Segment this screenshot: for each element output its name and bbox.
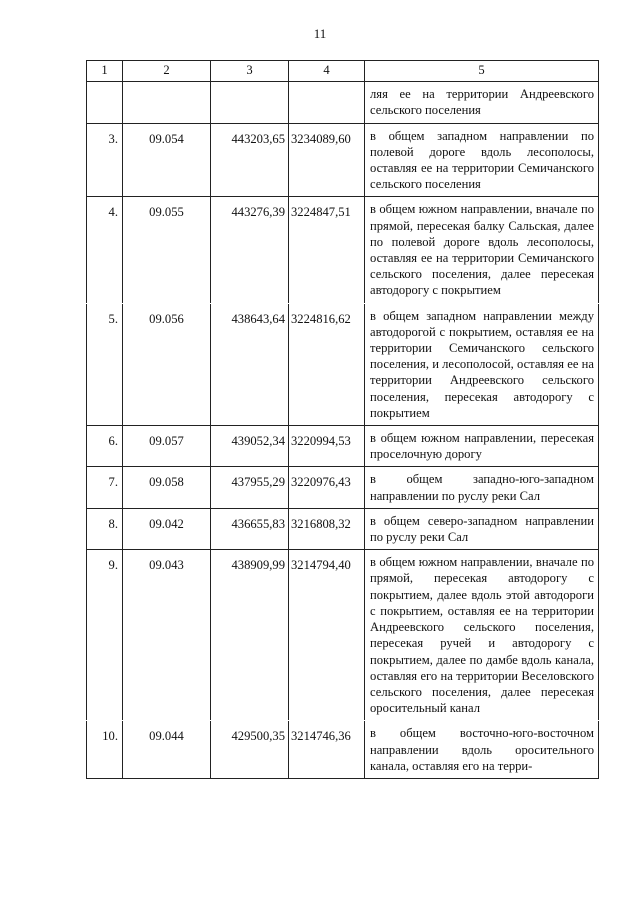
coord-y: 3224847,51 — [289, 197, 365, 303]
point-code: 09.043 — [123, 550, 211, 721]
continuation-text: ляя ее на территории Андреевского сельского поселения — [365, 82, 599, 123]
point-code: 09.056 — [123, 303, 211, 425]
coord-x: 443203,65 — [211, 123, 289, 197]
direction-description: в общем южном направлении, пересекая проселочную дорогу — [365, 426, 599, 467]
table-row — [87, 426, 599, 467]
column-header: 4 — [289, 61, 365, 82]
row-number: 3. — [87, 123, 123, 197]
coord-y: 3220994,53 — [289, 426, 365, 467]
row-number: 6. — [87, 426, 123, 467]
direction-description: в общем западно-юго-западном направлении по руслу реки Сал — [365, 467, 599, 508]
table-row — [87, 123, 599, 197]
boundary-table — [86, 60, 599, 779]
coord-x: 438643,64 — [211, 303, 289, 425]
coord-x: 436655,83 — [211, 508, 289, 549]
coord-y: 3214794,40 — [289, 550, 365, 721]
row-number: 7. — [87, 467, 123, 508]
coord-y: 3224816,62 — [289, 303, 365, 425]
coord-x: 439052,34 — [211, 426, 289, 467]
coord-x: 429500,35 — [211, 721, 289, 779]
coord-y: 3216808,32 — [289, 508, 365, 549]
coord-y: 3220976,43 — [289, 467, 365, 508]
point-code: 09.044 — [123, 721, 211, 779]
coord-x: 437955,29 — [211, 467, 289, 508]
direction-description: в общем южном направлении, вначале по прямой, пересекая балку Сальская, далее по полевой дороге вдоль лесополосы, оставляя ее на территории Семичанского сельского поселения, далее пересекая автодорогу с покрытием — [365, 197, 599, 303]
table-row — [87, 467, 599, 508]
page-number: 11 — [313, 26, 327, 41]
column-header: 5 — [365, 61, 599, 82]
coord-y: 3234089,60 — [289, 123, 365, 197]
continuation-row — [87, 82, 599, 123]
point-code: 09.055 — [123, 197, 211, 303]
point-code: 09.057 — [123, 426, 211, 467]
coord-x: 438909,99 — [211, 550, 289, 721]
row-number: 10. — [87, 721, 123, 779]
point-code: 09.058 — [123, 467, 211, 508]
coord-x: 443276,39 — [211, 197, 289, 303]
table-row — [87, 550, 599, 721]
direction-description: в общем восточно-юго-восточном направлении вдоль оросительного канала, оставляя его на терри- — [365, 721, 599, 779]
table-row — [87, 197, 599, 303]
row-number: 9. — [87, 550, 123, 721]
table-row — [87, 508, 599, 549]
direction-description: в общем западном направлении по полевой дороге вдоль лесополосы, оставляя ее на территории Семичанского сельского поселения — [365, 123, 599, 197]
point-code: 09.054 — [123, 123, 211, 197]
header-row — [87, 61, 599, 82]
column-header: 2 — [123, 61, 211, 82]
coord-y: 3214746,36 — [289, 721, 365, 779]
column-header: 3 — [211, 61, 289, 82]
table-row — [87, 303, 599, 425]
table-row — [87, 721, 599, 779]
direction-description: в общем западном направлении между автодорогой с покрытием, оставляя ее на территории Семичанского сельского поселения, и лесополосой, оставляя ее на территории Андреевского сельского поселения, пересекая автодорогу с покрытием — [365, 303, 599, 425]
direction-description: в общем южном направлении, вначале по прямой, пересекая автодорогу с покрытием, далее вдоль этой автодороги с покрытием, оставляя ее на территории Андреевского сельского поселения, пересекая ручей и автодорогу с покрытием, далее по дамбе вдоль канала, оставляя его на территории Веселовского сельского поселения, далее пересекая оросительный канал — [365, 550, 599, 721]
row-number: 4. — [87, 197, 123, 303]
direction-description: в общем северо-западном направлении по руслу реки Сал — [365, 508, 599, 549]
row-number: 5. — [87, 303, 123, 425]
column-header: 1 — [87, 61, 123, 82]
point-code: 09.042 — [123, 508, 211, 549]
row-number: 8. — [87, 508, 123, 549]
